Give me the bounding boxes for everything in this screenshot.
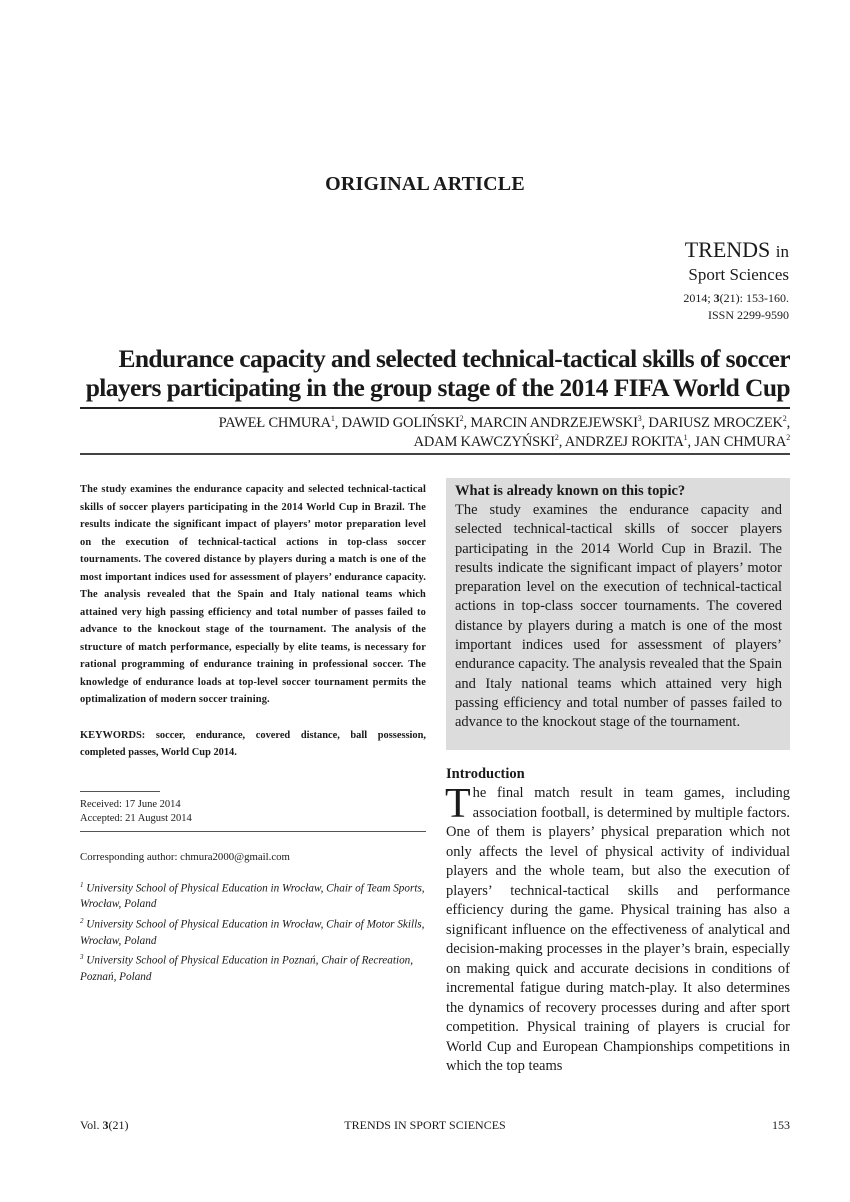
author-affiliation-marker: 2 xyxy=(786,433,790,443)
accepted-date: Accepted: 21 August 2014 xyxy=(80,812,192,824)
author-list xyxy=(80,414,790,452)
author-affiliation-marker: 2 xyxy=(782,414,787,424)
title-divider xyxy=(80,407,790,409)
article-dates xyxy=(80,798,426,826)
author-affiliation-marker: 3 xyxy=(637,414,642,424)
author-name: ANDRZEJ ROKITA xyxy=(564,434,684,450)
dates-divider xyxy=(80,791,160,792)
author-affiliation-marker: 1 xyxy=(683,433,688,443)
author-separator: , xyxy=(786,415,790,431)
author-separator: , xyxy=(463,415,471,431)
page-number: 153 xyxy=(772,1118,790,1132)
citation-pages: (21): 153-160. xyxy=(719,291,789,305)
citation-year: 2014; xyxy=(683,291,711,305)
affiliation-text: University School of Physical Education in Wrocław, Chair of Team Sports, Wrocław, Poland xyxy=(80,882,425,911)
author-line-1 xyxy=(80,414,790,433)
affiliation-item xyxy=(80,913,426,949)
known-on-topic-body: The study examines the endurance capacity and selected technical-tactical skills of soccer players participating in the 2014 World Cup in Brazil. The results indicate the significant impact of players’ motor preparation level on the execution of technical-tactical actions in top-class soccer tournaments. The covered distance by players during a match is one of the most important indices used for assessment of players’ endurance capacity. The analysis revealed that the Spain and Italy national teams which attained very high passing efficiency and total number of passes failed to advance to the knockout stage of the tournament. xyxy=(455,502,782,731)
keywords: KEYWORDS: soccer, endurance, covered distance, ball possession, completed passes, World Cup 2014. xyxy=(80,729,426,758)
corresponding-author: Corresponding author: chmura2000@gmail.com xyxy=(80,850,290,863)
footer-volume-prefix: Vol. xyxy=(80,1118,103,1132)
authors-divider xyxy=(80,453,790,455)
author-name: JAN CHMURA xyxy=(694,434,787,450)
author-separator: , xyxy=(687,434,695,450)
journal-masthead xyxy=(683,238,789,324)
author-separator: , xyxy=(334,415,342,431)
affiliation-text: University School of Physical Education in Poznań, Chair of Recreation, Poznań, Poland xyxy=(80,954,414,983)
section-label: ORIGINAL ARTICLE xyxy=(325,173,525,195)
article-title-line-2: players participating in the group stage of the 2014 FIFA World Cup xyxy=(85,373,790,402)
introduction-section xyxy=(446,765,790,1077)
author-name: DARIUSZ MROCZEK xyxy=(648,415,783,431)
author-affiliation-marker: 2 xyxy=(459,414,464,424)
journal-name-suffix: in xyxy=(775,242,789,261)
affiliation-item xyxy=(80,949,426,985)
citation-volume: 3 xyxy=(713,291,720,305)
author-name: ADAM KAWCZYŃSKI xyxy=(413,434,555,450)
introduction-text: he final match result in team games, including association football, is determined by multiple factors. One of them is players’ physical preparation which not only affects the level of physical activity of individual players and the whole team, but also the execution of players’ technical-tactical skills and performance efficiency during the game. Physical training has also a significant influence on the effectiveness of analytical and decision-making processes in the player’s brain, especially on making quick and accurate decisions in conditions of incremental fatigue during match-play. It also determines the dynamics of recovery processes during and after sport competition. Physical training of players is crucial for World Cup and European Championships competitions in which the top teams xyxy=(446,785,790,1074)
journal-name-text: TRENDS xyxy=(684,237,771,262)
affiliation-text: University School of Physical Education in Wrocław, Chair of Motor Skills, Wrocław, Poland xyxy=(80,918,425,947)
author-affiliation-marker: 1 xyxy=(330,414,335,424)
author-separator: , xyxy=(558,434,565,450)
known-on-topic-box xyxy=(446,478,790,750)
author-name: DAWID GOLIŃSKI xyxy=(341,415,460,431)
author-name: PAWEŁ CHMURA xyxy=(218,415,331,431)
article-title-line-1: Endurance capacity and selected technical-tactical skills of soccer xyxy=(118,344,790,373)
article-title xyxy=(60,344,790,402)
introduction-body xyxy=(445,781,790,1077)
journal-citation xyxy=(683,290,789,307)
left-column xyxy=(80,481,426,985)
journal-name xyxy=(683,238,789,264)
affiliation-number: 1 xyxy=(80,880,84,889)
journal-subtitle: Sport Sciences xyxy=(688,265,789,284)
affiliation-number: 2 xyxy=(80,916,84,925)
author-separator: , xyxy=(641,415,649,431)
author-line-2 xyxy=(80,433,790,452)
footer-journal: TRENDS IN SPORT SCIENCES xyxy=(344,1118,506,1132)
received-date: Received: 17 June 2014 xyxy=(80,798,181,810)
author-affiliation-marker: 2 xyxy=(554,433,559,443)
affiliation-number: 3 xyxy=(80,952,84,961)
abstract: The study examines the endurance capacity and selected technical-tactical skills of soccer players participating in the 2014 World Cup in Brazil. The results indicate the significant impact of players’ motor preparation level on the execution of technical-tactical actions in top-class soccer tournaments. The covered distance by players during a match is one of the most important indices used for assessment of players’ endurance capacity. The analysis revealed that the Spain and Italy national teams which attained very high passing efficiency and total number of passes failed to advance to the knockout stage of the tournament. The analysis of the structure of match performance, especially by elite teams, is necessary for rational programming of endurance training in professional soccer. The knowledge of endurance loads at top-level soccer tournament permits the optimalization of modern soccer training. xyxy=(80,484,426,705)
introduction-heading: Introduction xyxy=(446,766,525,782)
dates-bottom-divider xyxy=(80,831,426,832)
footer-volume-number: 3 xyxy=(102,1118,109,1132)
author-name: MARCIN ANDRZEJEWSKI xyxy=(470,415,638,431)
known-on-topic-heading: What is already known on this topic? xyxy=(455,483,686,499)
drop-cap: T xyxy=(445,781,471,827)
footer-volume-issue: (21) xyxy=(108,1118,129,1132)
affiliations xyxy=(80,877,426,985)
journal-issn: ISSN 2299-9590 xyxy=(707,308,789,322)
affiliation-item xyxy=(80,877,426,913)
